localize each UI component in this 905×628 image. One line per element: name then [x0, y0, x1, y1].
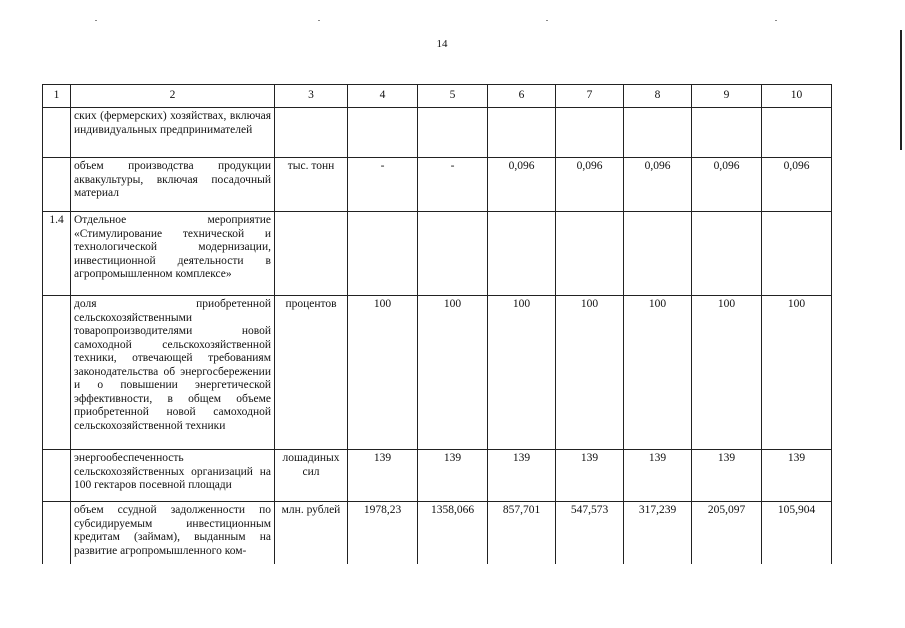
page-edge-line [900, 30, 902, 150]
column-header: 9 [692, 85, 762, 108]
unit-cell: лошадиных сил [275, 450, 348, 502]
scan-speck [546, 20, 548, 21]
unit-cell: тыс. тонн [275, 158, 348, 212]
value-cell: 1358,066 [418, 502, 488, 564]
column-header: 3 [275, 85, 348, 108]
table-row [43, 212, 832, 296]
value-cell: 139 [692, 450, 762, 502]
value-cell: 205,097 [692, 502, 762, 564]
value-cell [418, 212, 488, 296]
value-cell [348, 108, 418, 158]
indicator-table [42, 84, 832, 564]
value-cell [556, 212, 624, 296]
indicator-description: Отдельное мероприятие «Стимулирование технической и технологической модернизации, инвестиционной деятельности в агропромышленном комплексе» [71, 212, 275, 296]
value-cell: - [418, 158, 488, 212]
value-cell: 317,239 [624, 502, 692, 564]
indicator-description: объем ссудной задолженности по субсидируемым инвестиционным кредитам (займам), выданным на развитие агропромышленного ком- [71, 502, 275, 564]
value-cell: 547,573 [556, 502, 624, 564]
value-cell: 857,701 [488, 502, 556, 564]
value-cell: 1978,23 [348, 502, 418, 564]
table-row [43, 450, 832, 502]
table-row [43, 108, 832, 158]
row-number [43, 450, 71, 502]
indicator-description: объем производства продукции аквакультуры, включая посадочный материал [71, 158, 275, 212]
unit-cell: млн. рублей [275, 502, 348, 564]
value-cell: - [348, 158, 418, 212]
value-cell: 100 [762, 296, 832, 450]
value-cell: 0,096 [624, 158, 692, 212]
column-header: 10 [762, 85, 832, 108]
value-cell: 139 [418, 450, 488, 502]
value-cell [556, 108, 624, 158]
value-cell: 100 [418, 296, 488, 450]
value-cell: 100 [488, 296, 556, 450]
value-cell: 139 [556, 450, 624, 502]
value-cell [624, 108, 692, 158]
column-header: 1 [43, 85, 71, 108]
value-cell: 0,096 [488, 158, 556, 212]
value-cell [692, 212, 762, 296]
row-number [43, 296, 71, 450]
value-cell [762, 108, 832, 158]
value-cell: 100 [556, 296, 624, 450]
value-cell: 0,096 [692, 158, 762, 212]
unit-cell [275, 108, 348, 158]
value-cell [624, 212, 692, 296]
value-cell: 139 [762, 450, 832, 502]
value-cell [348, 212, 418, 296]
column-header: 6 [488, 85, 556, 108]
row-number [43, 108, 71, 158]
value-cell [692, 108, 762, 158]
column-header: 8 [624, 85, 692, 108]
scan-speck [775, 20, 777, 21]
value-cell: 139 [348, 450, 418, 502]
value-cell: 0,096 [556, 158, 624, 212]
column-header: 5 [418, 85, 488, 108]
value-cell [762, 212, 832, 296]
row-number [43, 158, 71, 212]
indicator-description: доля приобретенной сельскохозяйственными товаропроизводителями новой самоходной сельскохозяйственной техники, отвечающей требованиям законодательства об энергосбережении и о повышении энергетической эффективности, в общем объеме приобретенной новой самоходной сельскохозяйственной техники [71, 296, 275, 450]
indicator-description: энергообеспеченность сельскохозяйственных организаций на 100 гектаров посевной площади [71, 450, 275, 502]
value-cell: 139 [624, 450, 692, 502]
column-header: 2 [71, 85, 275, 108]
scan-speck [318, 20, 320, 21]
table-row [43, 158, 832, 212]
value-cell: 100 [692, 296, 762, 450]
row-number [43, 502, 71, 564]
value-cell: 100 [348, 296, 418, 450]
unit-cell: процентов [275, 296, 348, 450]
value-cell: 139 [488, 450, 556, 502]
indicator-description: ских (фермерских) хозяйствах, включая индивидуальных предпринимателей [71, 108, 275, 158]
page-number: 14 [436, 38, 448, 50]
unit-cell [275, 212, 348, 296]
value-cell [488, 108, 556, 158]
value-cell: 100 [624, 296, 692, 450]
value-cell [418, 108, 488, 158]
scan-speck [95, 20, 97, 21]
table-header-row [43, 85, 832, 108]
row-number: 1.4 [43, 212, 71, 296]
table-row [43, 502, 832, 564]
table-row [43, 296, 832, 450]
value-cell: 0,096 [762, 158, 832, 212]
column-header: 4 [348, 85, 418, 108]
column-header: 7 [556, 85, 624, 108]
value-cell: 105,904 [762, 502, 832, 564]
value-cell [488, 212, 556, 296]
